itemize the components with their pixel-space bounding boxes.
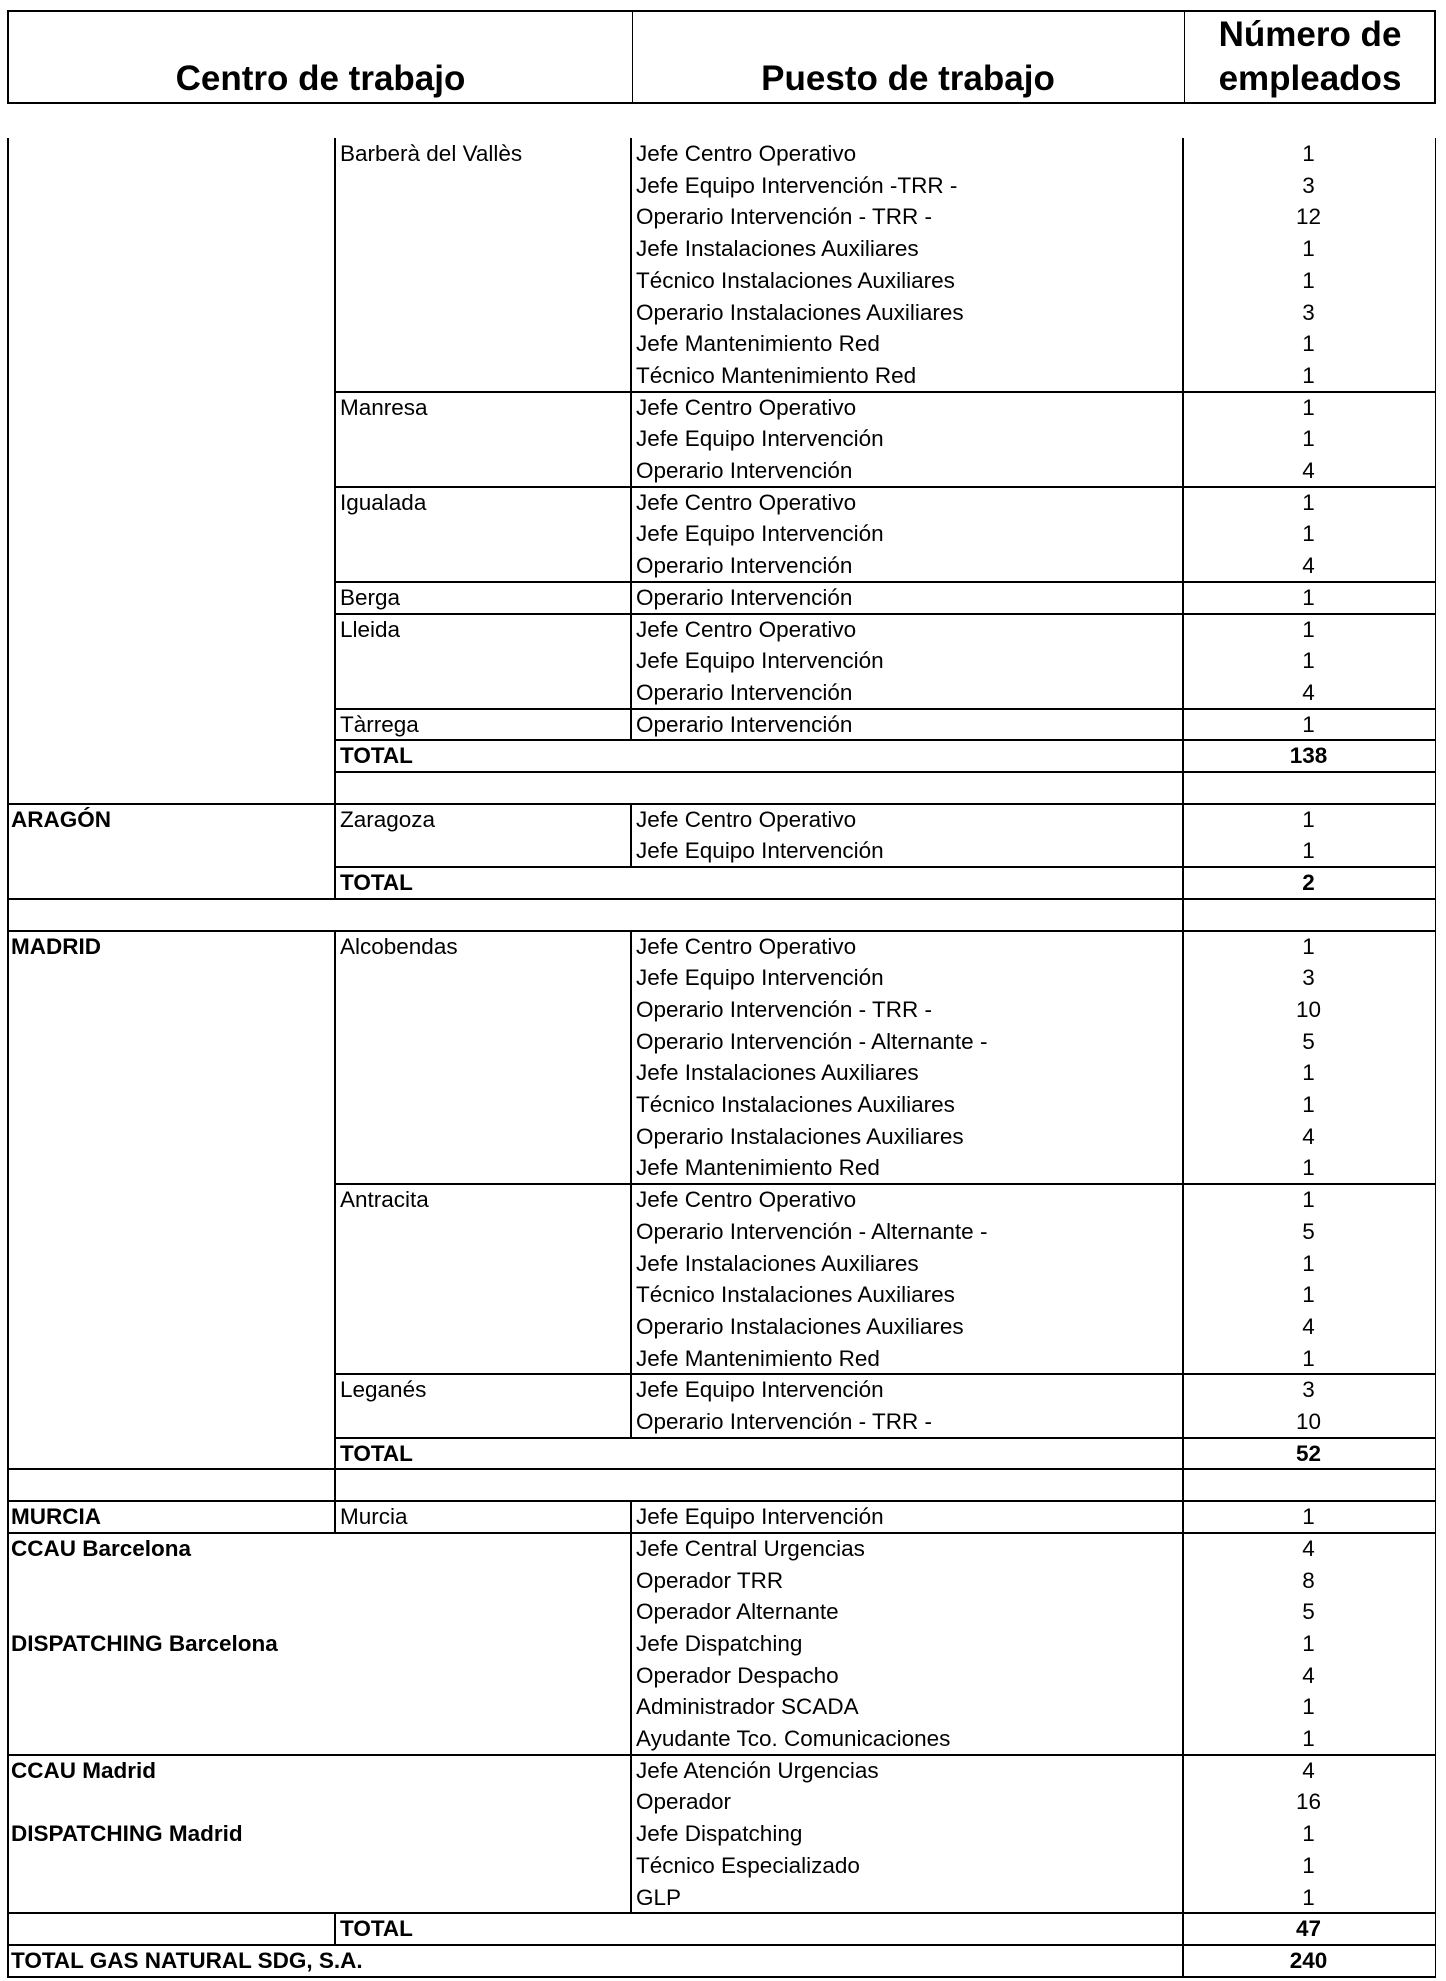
- region-label: DISPATCHING Barcelona: [11, 1630, 278, 1656]
- puesto-label: Jefe Mantenimiento Red: [636, 1155, 880, 1181]
- employee-count: 3: [1302, 299, 1315, 325]
- puesto-label: Jefe Centro Operativo: [636, 933, 857, 959]
- column-rule: [630, 804, 632, 867]
- puesto-label: Operario Intervención: [636, 458, 853, 483]
- centro-label: Barberà del Vallès: [340, 141, 523, 166]
- employee-count: 1: [1302, 141, 1315, 166]
- column-rule: [630, 931, 632, 1438]
- row-rule: [334, 708, 1436, 710]
- employee-count: 4: [1302, 679, 1315, 705]
- row-rule: [334, 391, 1436, 393]
- employee-count: 5: [1302, 1599, 1315, 1625]
- employee-count: 1: [1302, 1250, 1315, 1276]
- employee-count: 1: [1302, 489, 1315, 515]
- puesto-label: Operario Intervención: [636, 711, 853, 737]
- puesto-label: Operario Instalaciones Auxiliares: [636, 299, 964, 325]
- row-rule: [7, 1468, 1436, 1470]
- employee-count: 1: [1302, 1060, 1315, 1086]
- employee-count: 12: [1295, 204, 1322, 230]
- row-rule: [7, 1532, 1436, 1534]
- employee-count: 1: [1302, 331, 1315, 357]
- puesto-label: Jefe Dispatching: [636, 1821, 803, 1847]
- puesto-label: Operario Instalaciones Auxiliares: [636, 1313, 964, 1339]
- employee-count: 8: [1302, 1567, 1315, 1593]
- centro-label: Alcobendas: [340, 933, 458, 959]
- employee-count: 1: [1302, 1155, 1315, 1181]
- puesto-label: Jefe Central Urgencias: [636, 1535, 865, 1561]
- total-label: TOTAL: [340, 1916, 413, 1942]
- region-label: MURCIA: [11, 1504, 101, 1530]
- centro-label: Antracita: [340, 1187, 429, 1213]
- puesto-label: Operario Intervención: [636, 553, 853, 579]
- column-rule: [630, 138, 632, 740]
- employee-count: 1: [1302, 267, 1315, 293]
- puesto-label: Jefe Mantenimiento Red: [636, 331, 880, 357]
- employee-count: 1: [1302, 521, 1315, 547]
- employee-count: 16: [1295, 1789, 1322, 1815]
- employee-count: 1: [1302, 1852, 1315, 1878]
- header-centro: Centro de trabajo: [175, 59, 466, 98]
- employee-count: 1: [1302, 1345, 1315, 1371]
- total-value: 52: [1295, 1440, 1322, 1466]
- puesto-label: Jefe Equipo Intervención: [636, 521, 884, 547]
- puesto-label: Administrador SCADA: [636, 1694, 859, 1720]
- employee-count: 1: [1302, 806, 1315, 832]
- row-rule: [334, 866, 1436, 868]
- employee-count: 1: [1302, 236, 1315, 262]
- employee-count: 1: [1302, 362, 1315, 388]
- puesto-label: Operario Intervención - Alternante -: [636, 1028, 988, 1054]
- puesto-label: Jefe Centro Operativo: [636, 806, 857, 832]
- employee-count: 1: [1302, 584, 1315, 610]
- employee-count: 1: [1302, 1282, 1315, 1308]
- employee-count: 3: [1302, 1377, 1315, 1403]
- centro-label: Manresa: [340, 394, 428, 420]
- row-rule: [7, 1500, 1436, 1502]
- employee-count: 1: [1302, 1694, 1315, 1720]
- puesto-label: Jefe Equipo Intervención: [636, 1377, 884, 1403]
- centro-label: Lleida: [340, 616, 401, 642]
- column-rule: [334, 138, 336, 899]
- puesto-label: Jefe Equipo Intervención: [636, 1504, 884, 1530]
- total-label: TOTAL: [340, 743, 413, 769]
- total-label: TOTAL: [340, 1440, 413, 1466]
- employee-count: 1: [1302, 1884, 1315, 1910]
- puesto-label: Operador Despacho: [636, 1662, 839, 1688]
- employee-count: 1: [1302, 1187, 1315, 1213]
- puesto-label: GLP: [636, 1884, 682, 1910]
- employee-count: 4: [1302, 1757, 1315, 1783]
- row-rule: [7, 930, 1436, 932]
- employee-count: 5: [1302, 1218, 1315, 1244]
- centro-label: Leganés: [340, 1377, 427, 1403]
- row-rule: [334, 1183, 1436, 1185]
- puesto-label: Jefe Centro Operativo: [636, 141, 857, 166]
- column-rule: [630, 1501, 632, 1913]
- table-header: [7, 10, 1436, 104]
- puesto-label: Operario Intervención - TRR -: [636, 204, 932, 230]
- puesto-label: Operario Instalaciones Auxiliares: [636, 1123, 964, 1149]
- row-rule: [7, 898, 1436, 900]
- puesto-label: Técnico Especializado: [636, 1852, 860, 1878]
- column-rule: [1182, 138, 1184, 1977]
- region-label: TOTAL GAS NATURAL SDG, S.A.: [11, 1947, 363, 1973]
- employee-count: 4: [1302, 553, 1315, 579]
- puesto-label: Jefe Dispatching: [636, 1630, 803, 1656]
- employee-count: 10: [1295, 1409, 1322, 1434]
- puesto-label: Operario Intervención - Alternante -: [636, 1218, 988, 1244]
- employee-count: 1: [1302, 1504, 1315, 1530]
- employee-count: 1: [1302, 1726, 1315, 1751]
- total-value: 240: [1289, 1947, 1328, 1973]
- puesto-label: Jefe Equipo Intervención -TRR -: [636, 172, 958, 198]
- employee-count: 1: [1302, 1630, 1315, 1656]
- employee-count: 1: [1302, 1092, 1315, 1117]
- employee-count: 3: [1302, 172, 1315, 198]
- column-rule: [7, 138, 9, 1977]
- header-puesto: Puesto de trabajo: [761, 59, 1055, 98]
- employee-count: 4: [1302, 1662, 1315, 1688]
- employee-count: 1: [1302, 838, 1315, 864]
- puesto-label: Jefe Equipo Intervención: [636, 838, 884, 864]
- puesto-label: Operario Intervención - TRR -: [636, 996, 932, 1022]
- total-value: 2: [1302, 870, 1315, 896]
- employee-count: 1: [1302, 711, 1315, 737]
- puesto-label: Operador TRR: [636, 1567, 784, 1593]
- row-rule: [334, 739, 1436, 741]
- total-value: 138: [1289, 743, 1328, 769]
- puesto-label: Jefe Centro Operativo: [636, 489, 857, 515]
- centro-label: Zaragoza: [340, 806, 436, 832]
- row-rule: [334, 613, 1436, 615]
- puesto-label: Técnico Instalaciones Auxiliares: [636, 267, 955, 293]
- employee-count: 4: [1302, 1313, 1315, 1339]
- column-rule: [334, 931, 336, 1533]
- region-label: DISPATCHING Madrid: [11, 1821, 243, 1847]
- row-rule: [334, 1373, 1436, 1375]
- row-rule: [334, 486, 1436, 488]
- row-rule: [7, 803, 1436, 805]
- row-rule: [7, 1976, 1436, 1978]
- region-label: CCAU Madrid: [11, 1757, 156, 1783]
- centro-label: Tàrrega: [340, 711, 419, 737]
- column-rule: [1435, 138, 1437, 1977]
- column-rule: [334, 1913, 336, 1945]
- puesto-label: Operario Intervención - TRR -: [636, 1409, 932, 1434]
- total-label: TOTAL: [340, 870, 413, 896]
- employee-count: 10: [1295, 996, 1322, 1022]
- puesto-label: Operario Intervención: [636, 679, 853, 705]
- puesto-label: Jefe Centro Operativo: [636, 1187, 857, 1213]
- puesto-label: Operador Alternante: [636, 1599, 839, 1625]
- centro-label: Igualada: [340, 489, 427, 515]
- row-rule: [334, 771, 1436, 773]
- region-label: ARAGÓN: [11, 806, 111, 832]
- header-numero-line1: Número de: [1218, 15, 1402, 54]
- row-rule: [334, 581, 1436, 583]
- puesto-label: Jefe Atención Urgencias: [636, 1757, 879, 1783]
- puesto-label: Jefe Instalaciones Auxiliares: [636, 1250, 919, 1276]
- centro-label: Murcia: [340, 1504, 408, 1530]
- row-rule: [7, 1944, 1436, 1946]
- puesto-label: Técnico Instalaciones Auxiliares: [636, 1282, 955, 1308]
- puesto-label: Jefe Equipo Intervención: [636, 965, 884, 991]
- row-rule: [7, 1912, 1436, 1914]
- puesto-label: Técnico Instalaciones Auxiliares: [636, 1092, 955, 1117]
- puesto-label: Jefe Centro Operativo: [636, 616, 857, 642]
- row-rule: [7, 1754, 1436, 1756]
- puesto-label: Ayudante Tco. Comunicaciones: [636, 1726, 951, 1751]
- employee-count: 5: [1302, 1028, 1315, 1054]
- centro-label: Berga: [340, 584, 401, 610]
- puesto-label: Jefe Instalaciones Auxiliares: [636, 1060, 919, 1086]
- region-label: CCAU Barcelona: [11, 1535, 192, 1561]
- employee-count: 1: [1302, 648, 1315, 674]
- puesto-label: Jefe Equipo Intervención: [636, 648, 884, 674]
- employee-count: 4: [1302, 458, 1315, 483]
- puesto-label: Técnico Mantenimiento Red: [636, 362, 917, 388]
- row-rule: [334, 1437, 1436, 1439]
- employee-count: 1: [1302, 1821, 1315, 1847]
- employee-count: 1: [1302, 394, 1315, 420]
- table-body: [7, 138, 1436, 1976]
- puesto-label: Jefe Instalaciones Auxiliares: [636, 236, 919, 262]
- puesto-label: Jefe Mantenimiento Red: [636, 1345, 880, 1371]
- region-label: MADRID: [11, 933, 101, 959]
- employee-count: 1: [1302, 616, 1315, 642]
- employee-count: 4: [1302, 1535, 1315, 1561]
- puesto-label: Operador: [636, 1789, 732, 1815]
- employee-count: 4: [1302, 1123, 1315, 1149]
- employee-count: 1: [1302, 933, 1315, 959]
- puesto-label: Jefe Equipo Intervención: [636, 426, 884, 452]
- header-numero-line2: empleados: [1218, 59, 1402, 98]
- puesto-label: Jefe Centro Operativo: [636, 394, 857, 420]
- puesto-label: Operario Intervención: [636, 584, 853, 610]
- employee-count: 1: [1302, 426, 1315, 452]
- employee-count: 3: [1302, 965, 1315, 991]
- total-value: 47: [1295, 1916, 1322, 1942]
